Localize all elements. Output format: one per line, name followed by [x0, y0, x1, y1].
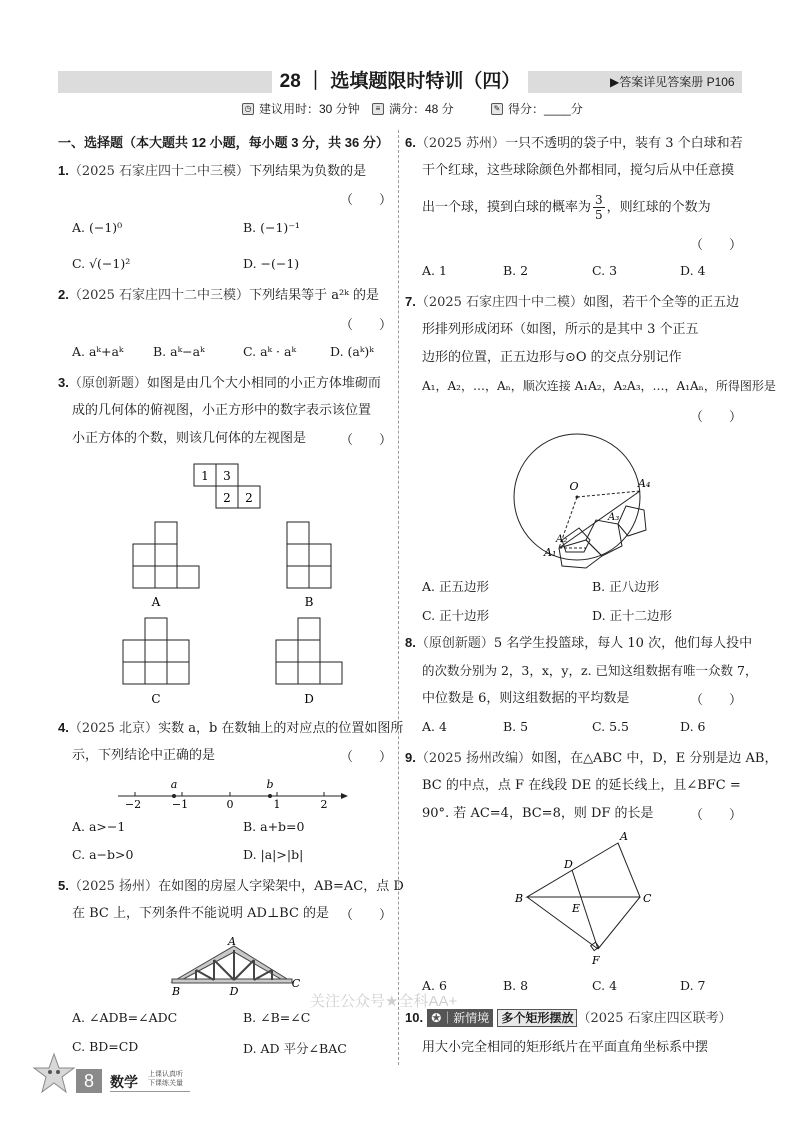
- q4-option-b: B. a+b=0: [243, 819, 305, 834]
- q6-fraction-denominator: 5: [595, 208, 603, 222]
- page-number: 8: [76, 1069, 102, 1093]
- q2-option-a: A. aᵏ+aᵏ: [72, 344, 124, 359]
- q10-source: （2025 石家庄四区联考）: [577, 1011, 732, 1026]
- q7-answer-blank: （ ）: [690, 410, 743, 425]
- tick-label-neg2: −2: [124, 798, 142, 811]
- q5-number: 5.: [58, 878, 69, 893]
- full-score-text: 满分：48 分: [389, 102, 454, 116]
- tick-label-1: 1: [273, 798, 281, 811]
- q6-option-b: B. 2: [503, 263, 529, 278]
- q6-stem-line2: 干个红球，这些球除颜色外都相同，搅匀后从中任意摸: [422, 163, 735, 178]
- tick-label-neg1: −1: [171, 798, 189, 811]
- q3-label-c: C: [151, 692, 161, 706]
- slogan-line2: 下课练关量: [148, 1080, 183, 1087]
- title-number: 28: [279, 71, 301, 92]
- q7-number: 7.: [405, 294, 416, 309]
- q5-option-d: D. AD 平分∠BAC: [243, 1041, 347, 1056]
- q8-text-1: 5 名学生投篮球，每人 10 次，他们每人投中: [493, 636, 753, 651]
- subject-label: 数学: [110, 1074, 138, 1090]
- q9-answer-blank: （ ）: [690, 808, 743, 823]
- q4-stem-line2: 示，下列结论中正确的是: [72, 748, 216, 763]
- q1-option-b: B. (−1)⁻¹: [243, 220, 300, 235]
- q7-point-a1: A₁: [544, 546, 557, 559]
- clock-icon: ◷: [242, 103, 254, 115]
- q9-option-b: B. 8: [503, 978, 529, 993]
- grid-cell-4: 2: [245, 491, 253, 505]
- q3-source: （原创新题）: [68, 376, 147, 391]
- grid-cell-3: 2: [223, 491, 231, 505]
- q1-number: 1.: [58, 163, 69, 178]
- q2-option-d: D. (aᵏ)ᵏ: [330, 344, 374, 359]
- q9-point-b: B: [515, 892, 524, 905]
- q1-text: 下列结果为负数的是: [249, 164, 367, 179]
- q3-label-a: A: [151, 595, 161, 609]
- grid-cell-2: 3: [223, 469, 231, 483]
- q7-stem-line4: A₁，A₂，…，Aₙ，顺次连接 A₁A₂，A₂A₃，…，A₁Aₙ，所得图形是: [422, 379, 776, 393]
- q9-point-d: D: [564, 858, 573, 871]
- q5-option-a: A. ∠ADB=∠ADC: [72, 1010, 178, 1025]
- q8-option-d: D. 6: [680, 719, 706, 734]
- q10-stem-line1: [405, 1008, 732, 1029]
- q3-label-b: B: [304, 595, 314, 609]
- q8-option-c: C. 5.5: [592, 719, 629, 734]
- q4-option-c: C. a−b>0: [72, 847, 134, 862]
- q5-stem-line2: 在 BC 上，下列条件不能说明 AD⊥BC 的是: [72, 906, 330, 921]
- point-b-label: b: [266, 778, 274, 791]
- q9-lines: [527, 843, 640, 949]
- q3-number: 3.: [58, 375, 69, 390]
- q3-text-1: 如图是由几个大小相同的小正方体堆砌而: [146, 376, 381, 391]
- q1-source: （2025 石家庄四十二中三模）: [68, 164, 250, 179]
- q5-source: （2025 扬州）: [68, 879, 159, 894]
- q9-option-a: A. 6: [422, 978, 447, 993]
- q8-number: 8.: [405, 635, 416, 650]
- q7-stem-line3: 边形的位置，正五边形与⊙O 的交点分别记作: [422, 350, 682, 365]
- pencil-icon: ✎: [491, 103, 503, 115]
- q8-option-b: B. 5: [503, 719, 529, 734]
- q7-source: （2025 石家庄四十中二模）: [415, 295, 584, 310]
- q7-point-a4: A₄: [638, 477, 651, 490]
- title-separator: ｜: [306, 71, 326, 92]
- scroll-icon: ≡: [372, 103, 384, 115]
- q4-source: （2025 北京）: [68, 721, 159, 736]
- q9-option-c: C. 4: [592, 978, 618, 993]
- slogan: [148, 1070, 183, 1088]
- mascot-star-icon: [32, 1052, 76, 1096]
- tick-label-2: 2: [320, 798, 328, 811]
- q9-option-d: D. 7: [680, 978, 706, 993]
- q9-point-c: C: [643, 892, 652, 905]
- q7-option-c: C. 正十边形: [422, 608, 490, 623]
- q7-point-o: O: [569, 480, 579, 493]
- q9-number: 9.: [405, 750, 416, 765]
- q8-source: （原创新题）: [415, 636, 494, 651]
- score-text: 得分：____分: [508, 102, 583, 116]
- q5-point-d: D: [229, 985, 239, 998]
- q10-number: 10.: [405, 1010, 424, 1025]
- title-text: 选填题限时特训（四）: [330, 71, 521, 92]
- q8-option-a: A. 4: [422, 719, 447, 734]
- q5-point-a: A: [228, 935, 236, 948]
- q8-answer-blank: （ ）: [690, 693, 743, 708]
- q2-text: 下列结果等于 a²ᵏ 的是: [249, 288, 380, 303]
- q7-option-b: B. 正八边形: [592, 579, 660, 594]
- q2-option-c: C. aᵏ · aᵏ: [243, 344, 297, 359]
- q2-answer-blank: （ ）: [340, 318, 393, 333]
- q6-fraction-numerator: 3: [595, 193, 603, 207]
- q5-point-c: C: [291, 977, 301, 990]
- q3-label-d: D: [304, 692, 314, 706]
- q1-option-c: C. √(−1)²: [72, 256, 131, 271]
- grid-cell-1: 1: [201, 469, 209, 483]
- q6-option-a: A. 1: [422, 263, 447, 278]
- q9-stem-line2: BC 的中点，点 F 在线段 DE 的延长线上，且∠BFC =: [422, 778, 741, 793]
- tick-label-0: 0: [226, 798, 234, 811]
- section-heading: 一、选择题（本大题共 12 小题，每小题 3 分，共 36 分）: [58, 135, 389, 150]
- q6-text-3a: 出一个球，摸到白球的概率为: [422, 200, 592, 215]
- answer-reference: ▶答案详见答案册 P106: [610, 75, 735, 89]
- q7-option-a: A. 正五边形: [422, 579, 489, 594]
- q4-option-d: D. |a|>|b|: [243, 847, 304, 862]
- q5-text-1: 在如图的房屋人字梁架中，AB=AC，点 D: [158, 879, 404, 894]
- q5-answer-blank: （ ）: [340, 908, 393, 923]
- q7-point-a3: A₃: [608, 512, 620, 523]
- q5-point-b: B: [171, 985, 181, 998]
- q7-option-d: D. 正十二边形: [592, 608, 673, 623]
- q5-option-c: C. BD=CD: [72, 1039, 139, 1054]
- q3-stem-line2: 成的几何体的俯视图，小正方形中的数字表示该位置: [72, 403, 372, 418]
- q4-answer-blank: （ ）: [340, 750, 393, 765]
- q6-source: （2025 苏州）: [415, 136, 506, 151]
- q6-answer-blank: （ ）: [690, 238, 743, 253]
- new-scenario-tag: ✪｜新情境: [427, 1009, 493, 1027]
- q6-text-3b: ，则红球的个数为: [606, 200, 711, 215]
- q6-text-1: 一只不透明的袋子中，装有 3 个白球和若: [505, 136, 743, 151]
- suggested-time-text: 建议用时：30 分钟: [259, 102, 360, 116]
- q6-number: 6.: [405, 135, 416, 150]
- point-a-label: a: [170, 778, 178, 791]
- topic-tag: 多个矩形摆放: [497, 1009, 577, 1027]
- q4-number: 4.: [58, 720, 69, 735]
- q3-stem-line3: 小正方体的个数，则该几何体的左视图是: [72, 431, 307, 446]
- q1-option-d: D. −(−1): [243, 256, 300, 271]
- q2-source: （2025 石家庄四十二中三模）: [68, 288, 250, 303]
- q7-stem-line2: 形排列形成闭环（如图，所示的是其中 3 个正五: [422, 322, 699, 337]
- q8-stem-line2: 的次数分别为 2，3，x，y，z. 已知这组数据有唯一众数 7，: [422, 663, 758, 678]
- q10-stem-line2: 用大小完全相同的矩形纸片在平面直角坐标系中摆: [422, 1040, 709, 1055]
- q1-option-a: A. (−1)⁰: [72, 220, 123, 235]
- q6-option-d: D. 4: [680, 263, 706, 278]
- q2-number: 2.: [58, 287, 69, 302]
- footer-rule: [110, 1091, 190, 1092]
- q6-option-c: C. 3: [592, 263, 618, 278]
- q4-text-1: 实数 a，b 在数轴上的对应点的位置如图所: [158, 721, 404, 736]
- star-icon: ✪: [431, 1011, 442, 1025]
- new-scenario-tag-text: 新情境: [453, 1011, 490, 1025]
- q7-text-1: 如图，若干个全等的正五边: [583, 295, 740, 310]
- q5-option-b: B. ∠B=∠C: [243, 1010, 311, 1025]
- q8-stem-line3: 中位数是 6，则这组数据的平均数是: [422, 691, 630, 706]
- q9-point-f: F: [592, 954, 600, 967]
- q9-text-1: 如图，在△ABC 中，D，E 分别是边 AB，: [531, 751, 778, 766]
- q9-stem-line3: 90°. 若 AC=4，BC=8，则 DF 的长是: [422, 806, 654, 821]
- q7-point-a2: A₂: [556, 534, 568, 545]
- q9-point-e: E: [572, 902, 581, 915]
- q9-point-a: A: [620, 830, 628, 843]
- slogan-line1: 上课认真听: [148, 1071, 183, 1078]
- q3-answer-blank: （ ）: [340, 433, 393, 448]
- watermark: 关注公众号★全科AA+: [310, 993, 458, 1010]
- q1-answer-blank: （ ）: [340, 193, 393, 208]
- q9-source: （2025 扬州改编）: [415, 751, 532, 766]
- q4-option-a: A. a>−1: [72, 819, 126, 834]
- q2-option-b: B. aᵏ−aᵏ: [153, 344, 205, 359]
